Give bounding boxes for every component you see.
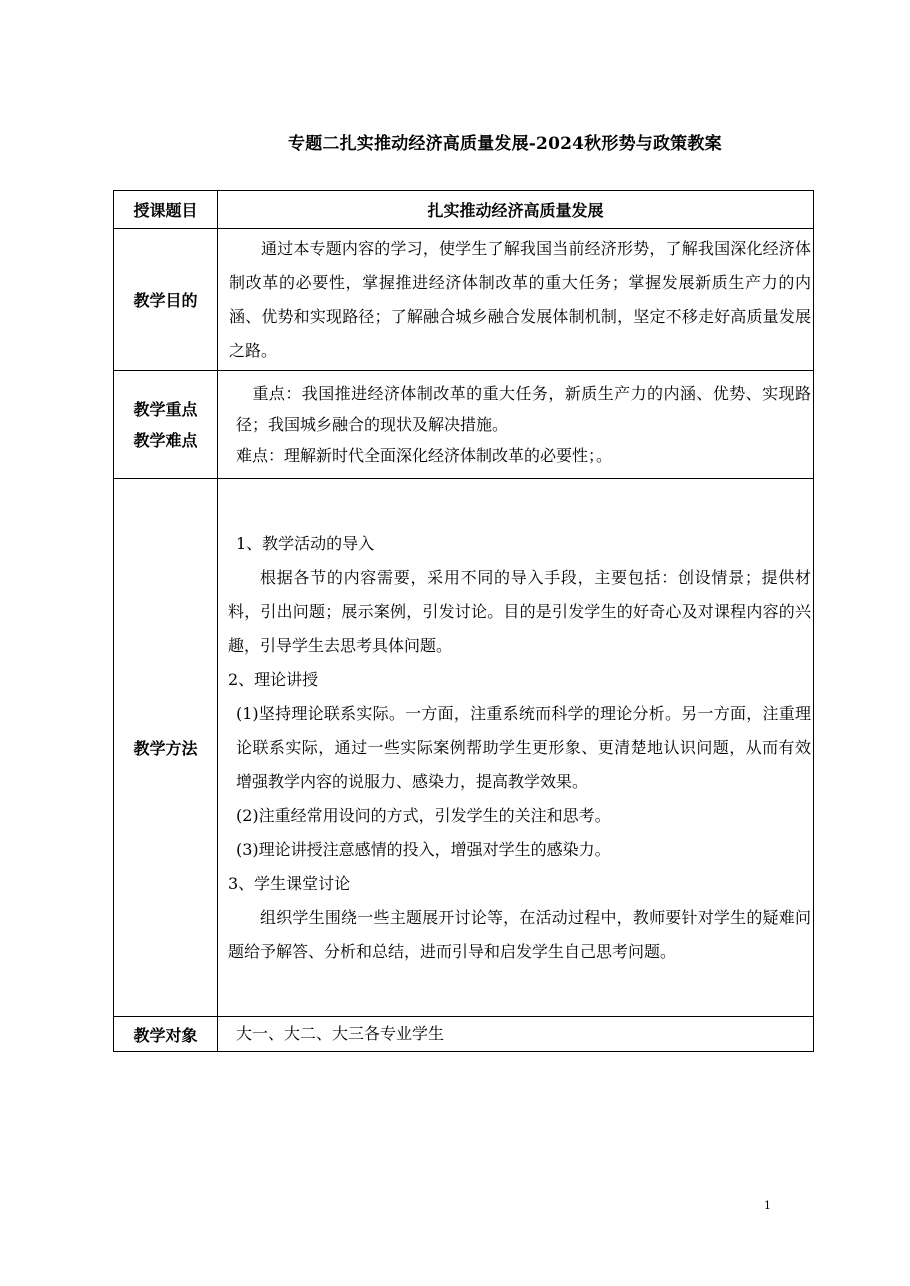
row-audience: [114, 1017, 814, 1052]
label-key-points: [114, 371, 218, 479]
row-key-points: [114, 371, 814, 479]
method-s1-text: 根据各节的内容需要，采用不同的导入手段，主要包括：创设情景；提供材料，引出问题；展示案例，引发讨论。目的是引发学生的好奇心及对课程内容的兴趣，引导学生去思考具体问题。: [228, 567, 811, 655]
value-topic: 扎实推动经济高质量发展: [218, 191, 814, 229]
method-s1-heading: 1、教学活动的导入: [236, 533, 375, 553]
row-topic: [114, 191, 814, 229]
label-audience: 教学对象: [114, 1017, 218, 1052]
row-method: [114, 479, 814, 1017]
method-s3-text: 组织学生围绕一些主题展开讨论等，在活动过程中，教师要针对学生的疑难问题给予解答、分析和总结，进而引导和启发学生自己思考问题。: [228, 907, 811, 961]
objective-text: 通过本专题内容的学习，使学生了解我国当前经济形势，了解我国深化经济体制改革的必要性，掌握推进经济体制改革的重大任务；掌握发展新质生产力的内涵、优势和实现路径；了解融合城乡融合发展体制机制，坚定不移走好高质量发展之路。: [229, 238, 811, 360]
label-difficulty: 教学难点: [133, 430, 198, 450]
label-topic: 授课题目: [114, 191, 218, 229]
page-number: 1: [764, 1199, 771, 1212]
row-objective: [114, 229, 814, 371]
lesson-plan-table: [113, 190, 814, 1052]
method-s2-item3: (3)理论讲授注意感情的投入，增强对学生的感染力。: [236, 839, 611, 859]
audience-value: 大一、大二、大三各专业学生: [236, 1024, 445, 1043]
method-s2-heading: 2、理论讲授: [228, 669, 319, 689]
difficulty-text: 难点：理解新时代全面深化经济体制改革的必要性；。: [236, 446, 613, 465]
focus-text: 重点：我国推进经济体制改革的重大任务，新质生产力的内涵、优势、实现路径；我国城乡融合的现状及解决措施。: [236, 384, 811, 434]
method-s2-item2: (2)注重经常用设问的方式，引发学生的关注和思考。: [236, 805, 611, 825]
label-method: 教学方法: [114, 479, 218, 1017]
method-s2-item1: (1)坚持理论联系实际。一方面，注重系统而科学的理论分析。另一方面，注重理论联系实际，通过一些实际案例帮助学生更形象、更清楚地认识问题，从而有效增强教学内容的说服力、感染力，提高教学效果。: [236, 703, 811, 791]
label-objective: 教学目的: [114, 229, 218, 371]
method-s3-heading: 3、学生课堂讨论: [228, 873, 351, 893]
document-title: 专题二扎实推动经济高质量发展-2024秋形势与政策教案: [288, 134, 722, 154]
label-focus: 教学重点: [133, 399, 198, 419]
